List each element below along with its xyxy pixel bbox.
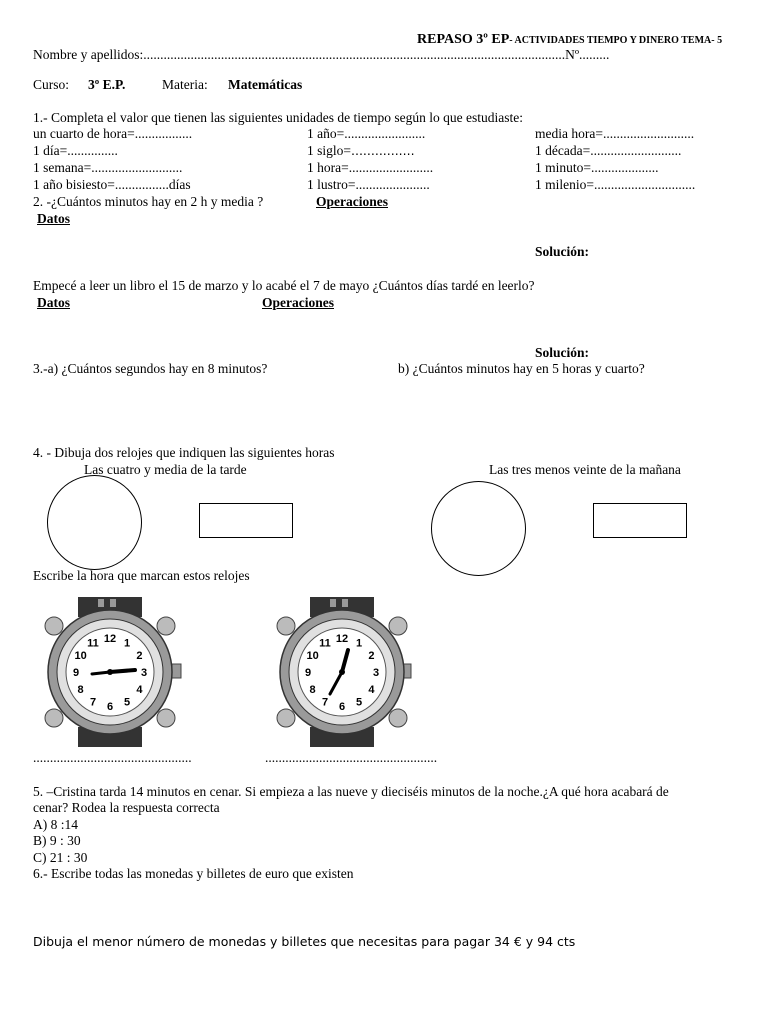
q1-c3-r3: 1 minuto=.................... — [535, 160, 659, 175]
clock-number-7: 7 — [89, 696, 97, 709]
q2-operaciones: Operaciones — [316, 194, 388, 209]
clock-number-10: 10 — [74, 650, 87, 662]
siglo-dots: ................ — [351, 143, 415, 158]
clock-number-7: 7 — [321, 696, 329, 709]
q5-option-c[interactable]: C) 21 : 30 — [33, 850, 88, 865]
watch-left — [40, 594, 190, 750]
clock-number-6: 6 — [338, 701, 346, 713]
worksheet-subtitle: - ACTIVIDADES TIEMPO Y DINERO TEMA- 5 — [509, 35, 723, 46]
clock-number-2: 2 — [136, 650, 143, 662]
q3-b: b) ¿Cuántos minutos hay en 5 horas y cuarto? — [398, 361, 645, 376]
q1-c1-r1: un cuarto de hora=................. — [33, 126, 193, 141]
time-answer-box-right[interactable] — [593, 503, 687, 538]
q1-c2-r2 — [307, 143, 415, 159]
clock-number-12: 12 — [103, 633, 117, 645]
q1-c3-r4: 1 milenio=.............................. — [535, 177, 696, 192]
q2-solucion: Solución: — [535, 244, 590, 259]
watch-left-crown — [172, 664, 181, 678]
clock-number-3: 3 — [372, 667, 380, 679]
name-line: Nombre y apellidos:.............................................................................................................................Nº......... — [33, 47, 610, 62]
watch-right-answer-line[interactable]: ................................................... — [265, 750, 438, 765]
curso-label: Curso: — [33, 77, 70, 92]
clock-number-4: 4 — [136, 684, 143, 696]
q1-prompt: 1.- Completa el valor que tienen las siguientes unidades de tiempo según lo que estudiaste: — [33, 110, 524, 125]
q2-datos: Datos — [37, 211, 70, 226]
q2-prompt: 2. -¿Cuántos minutos hay en 2 h y media ? — [33, 194, 264, 209]
blank-clock-circle-left[interactable] — [47, 475, 142, 570]
q4-prompt: 4. - Dibuja dos relojes que indiquen las siguientes horas — [33, 445, 335, 460]
clock-number-8: 8 — [309, 684, 316, 696]
q1-c1-r3: 1 semana=........................... — [33, 160, 183, 175]
worksheet-title: REPASO 3º EP — [417, 32, 510, 47]
clock-number-5: 5 — [123, 696, 131, 709]
clock-number-6: 6 — [106, 701, 114, 713]
book-prompt: Empecé a leer un libro el 15 de marzo y lo acabé el 7 de mayo ¿Cuántos días tardé en leerlo? — [33, 278, 535, 293]
q1-c2-r4: 1 lustro=...................... — [307, 177, 430, 192]
q5-option-a[interactable]: A) 8 :14 — [33, 817, 78, 832]
q6-draw-prompt: Dibuja el menor número de monedas y billetes que necesitas para pagar 34 € y 94 cts — [33, 934, 576, 949]
blank-clock-circle-right[interactable] — [431, 481, 526, 576]
q1-c3-r1: media hora=........................... — [535, 126, 695, 141]
materia-label: Materia: — [162, 77, 208, 92]
clock-number-3: 3 — [140, 667, 148, 679]
watch-left-answer-line[interactable]: ............................................... — [33, 750, 192, 765]
q5-prompt-line2: cenar? Rodea la respuesta correcta — [33, 800, 220, 815]
q4-label-right: Las tres menos veinte de la mañana — [489, 462, 681, 477]
book-datos: Datos — [37, 295, 70, 310]
clock-number-2: 2 — [368, 650, 375, 662]
clock-number-4: 4 — [368, 684, 375, 696]
clock-number-10: 10 — [306, 650, 319, 662]
watch-left-hour-hand — [110, 670, 135, 672]
clock-number-11: 11 — [87, 637, 99, 650]
book-solucion: Solución: — [535, 345, 590, 360]
clock-number-12: 12 — [335, 633, 349, 645]
q5-prompt-line1: 5. –Cristina tarda 14 minutos en cenar. Si empieza a las nueve y dieciséis minutos de la noche.¿A qué hora acabará de — [33, 784, 669, 799]
materia-value: Matemáticas — [228, 77, 303, 92]
q4-label-left: Las cuatro y media de la tarde — [84, 462, 247, 477]
clock-number-11: 11 — [319, 637, 331, 650]
q1-c1-r4: 1 año bisiesto=................días — [33, 177, 191, 192]
q4-write-prompt: Escribe la hora que marcan estos relojes — [33, 568, 250, 583]
q6-prompt: 6.- Escribe todas las monedas y billetes de euro que existen — [33, 866, 354, 881]
clock-number-1: 1 — [355, 637, 363, 650]
clock-number-1: 1 — [123, 637, 131, 650]
book-operaciones: Operaciones — [262, 295, 334, 310]
watch-right — [268, 594, 418, 750]
time-answer-box-left[interactable] — [199, 503, 293, 538]
q1-c2-r3: 1 hora=......................... — [307, 160, 434, 175]
siglo-label: 1 siglo= — [307, 143, 351, 158]
clock-number-5: 5 — [355, 696, 363, 709]
q1-c3-r2: 1 década=........................... — [535, 143, 682, 158]
clock-number-8: 8 — [77, 684, 84, 696]
q1-c1-r2: 1 día=............... — [33, 143, 118, 158]
clock-number-9: 9 — [304, 667, 312, 679]
q5-option-b[interactable]: B) 9 : 30 — [33, 833, 81, 848]
curso-value: 3º E.P. — [88, 77, 126, 92]
q3-a: 3.-a) ¿Cuántos segundos hay en 8 minutos? — [33, 361, 268, 376]
clock-number-9: 9 — [72, 667, 80, 679]
q1-c2-r1: 1 año=........................ — [307, 126, 426, 141]
